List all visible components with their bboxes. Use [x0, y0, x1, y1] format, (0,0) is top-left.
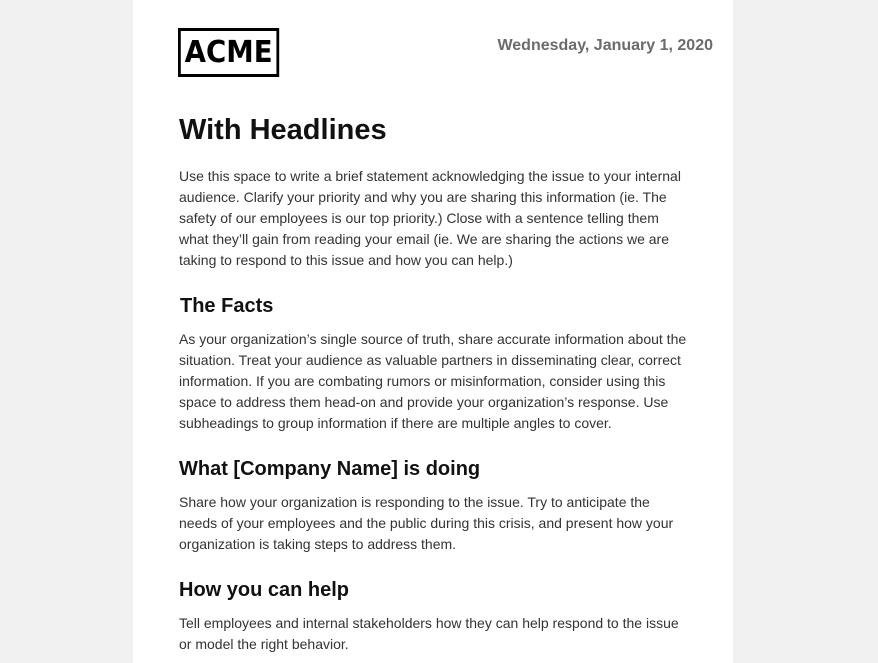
- section-heading-facts: The Facts: [180, 295, 274, 317]
- section-body-help: Tell employees and internal stakeholders how they can help respond to the issue or model the right behavior.: [179, 615, 679, 652]
- section-body-facts: As your organization’s single source of truth, share accurate information about the situation. Treat your audience as valuable partners in disseminating clear, correct information. If you are combating rumors or misinformation, consider using this space to address them head-on and provide your organization’s response. Use subheadings to group information if there are multiple angles to cover.: [179, 331, 687, 431]
- section-body-company: Share how your organization is responding to the issue. Try to anticipate the needs of your employees and the public during this crisis, and present how your organization is taking steps to address them.: [179, 494, 674, 552]
- email-page: [133, 0, 733, 663]
- intro-paragraph: Use this space to write a brief statement acknowledging the issue to your internal audience. Clarify your priority and why you are sharing this information (ie. The safety of our employees is our top priority.) Close with a sentence telling them what they’ll gain from reading your email (ie. We are sharing the actions we are taking to respond to this issue and how you can help.): [179, 168, 681, 268]
- email-date: Wednesday, January 1, 2020: [497, 37, 713, 54]
- section-heading-company: What [Company Name] is doing: [179, 458, 481, 480]
- section-heading-help: How you can help: [179, 579, 350, 601]
- acme-logo: ACME: [178, 28, 279, 77]
- email-body: [179, 110, 691, 663]
- page-title: With Headlines: [179, 114, 387, 146]
